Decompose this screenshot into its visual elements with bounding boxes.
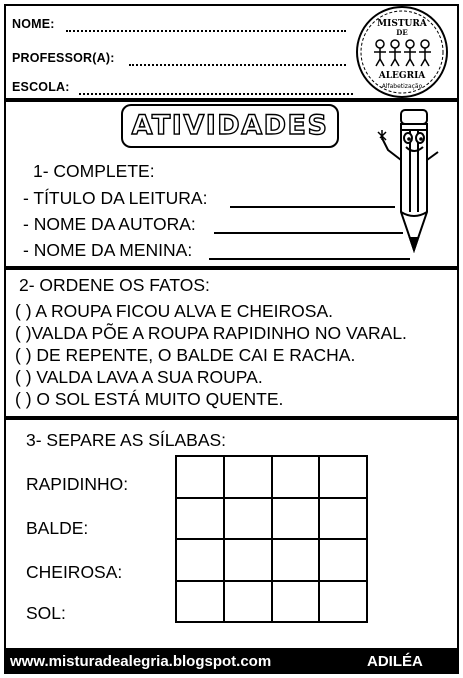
school-field[interactable] xyxy=(79,93,353,95)
grid-row xyxy=(176,581,367,623)
section1-item-3: - NOME DA MENINA: xyxy=(23,240,193,260)
answer-line-1[interactable] xyxy=(230,206,395,208)
section1-item-2: - NOME DA AUTORA: xyxy=(23,214,196,234)
footer-author: ADILÉA xyxy=(367,653,423,670)
grid-cell[interactable] xyxy=(224,456,272,498)
grid-cell[interactable] xyxy=(272,539,320,581)
page-title: ATIVIDADES xyxy=(131,110,329,141)
teacher-field[interactable] xyxy=(129,64,346,66)
order-item-1: ( ) A ROUPA FICOU ALVA E CHEIROSA. xyxy=(15,301,333,321)
grid-cell[interactable] xyxy=(224,581,272,623)
grid-cell[interactable] xyxy=(224,539,272,581)
grid-row xyxy=(176,498,367,540)
school-label: ESCOLA: xyxy=(12,80,70,94)
section1-heading: 1- COMPLETE: xyxy=(33,161,155,181)
teacher-label: PROFESSOR(A): xyxy=(12,51,115,65)
syllable-grid xyxy=(175,455,368,623)
grid-cell[interactable] xyxy=(272,581,320,623)
logo-line3: ALEGRIA xyxy=(378,71,426,81)
word-label-1: RAPIDINHO: xyxy=(26,474,129,494)
logo-line2: DE xyxy=(396,28,408,37)
title-banner xyxy=(121,104,339,148)
mistura-de-alegria-logo xyxy=(352,4,452,100)
grid-cell[interactable] xyxy=(272,456,320,498)
logo-line1: MISTURA xyxy=(377,19,427,29)
grid-row xyxy=(176,456,367,498)
word-label-2: BALDE: xyxy=(26,518,89,538)
answer-line-2[interactable] xyxy=(214,232,403,234)
grid-cell[interactable] xyxy=(176,498,224,540)
order-item-4: ( ) VALDA LAVA A SUA ROUPA. xyxy=(15,367,263,387)
order-item-3: ( ) DE REPENTE, O BALDE CAI E RACHA. xyxy=(15,345,356,365)
grid-cell[interactable] xyxy=(319,581,367,623)
word-label-4: SOL: xyxy=(26,603,66,623)
section2-heading: 2- ORDENE OS FATOS: xyxy=(19,275,210,295)
grid-cell[interactable] xyxy=(176,539,224,581)
grid-cell[interactable] xyxy=(224,498,272,540)
logo-bottom: Alfabetização xyxy=(381,83,423,90)
grid-cell[interactable] xyxy=(319,456,367,498)
grid-row xyxy=(176,539,367,581)
grid-cell[interactable] xyxy=(176,581,224,623)
name-field[interactable] xyxy=(66,30,346,32)
order-item-2: ( )VALDA PÕE A ROUPA RAPIDINHO NO VARAL. xyxy=(15,323,407,343)
section3-heading: 3- SEPARE AS SÍLABAS: xyxy=(26,430,227,450)
answer-line-3[interactable] xyxy=(209,258,410,260)
footer-url[interactable]: www.misturadealegria.blogspot.com xyxy=(10,653,272,670)
grid-cell[interactable] xyxy=(319,539,367,581)
word-label-3: CHEIROSA: xyxy=(26,562,123,582)
section1-item-1: - TÍTULO DA LEITURA: xyxy=(23,188,208,208)
grid-cell[interactable] xyxy=(176,456,224,498)
grid-cell[interactable] xyxy=(272,498,320,540)
name-label: NOME: xyxy=(12,17,55,31)
order-item-5: ( ) O SOL ESTÁ MUITO QUENTE. xyxy=(15,389,284,409)
grid-cell[interactable] xyxy=(319,498,367,540)
